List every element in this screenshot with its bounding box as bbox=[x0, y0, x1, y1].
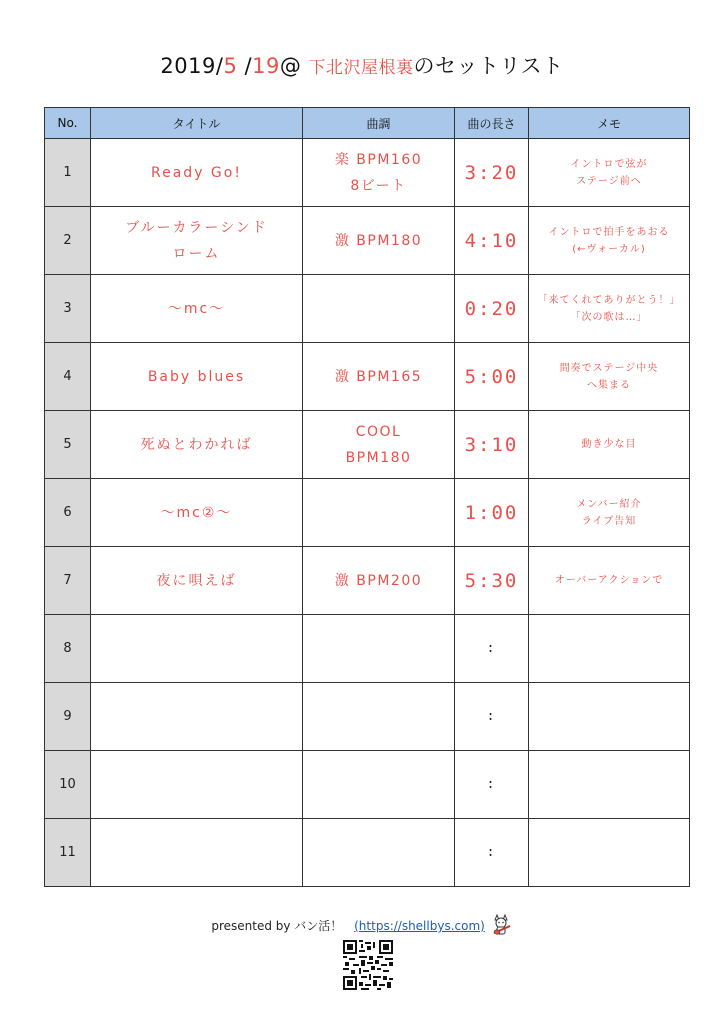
table-row bbox=[45, 207, 690, 275]
song-tone-cell bbox=[303, 479, 455, 547]
table-row bbox=[45, 139, 690, 207]
song-length-cell: : bbox=[455, 615, 529, 683]
title-date-prefix: 2019/ bbox=[160, 54, 224, 78]
column-header-tone: 曲調 bbox=[303, 108, 455, 139]
title-at: @ bbox=[279, 54, 309, 78]
song-tone-cell: 楽 BPM160 8ビート bbox=[303, 139, 455, 207]
song-length-cell: 1:00 bbox=[455, 479, 529, 547]
table-row bbox=[45, 819, 690, 887]
title-suffix: のセットリスト bbox=[413, 54, 564, 78]
song-length-cell: 3:10 bbox=[455, 411, 529, 479]
page-title bbox=[0, 50, 724, 80]
song-title-cell: 死ぬとわかれば bbox=[91, 411, 303, 479]
song-title-cell: Ready Go! bbox=[91, 139, 303, 207]
column-header-title: タイトル bbox=[91, 108, 303, 139]
song-length-cell: : bbox=[455, 751, 529, 819]
row-number-cell: 7 bbox=[45, 547, 91, 615]
song-length-cell: 5:30 bbox=[455, 547, 529, 615]
song-tone-cell: COOL BPM180 bbox=[303, 411, 455, 479]
song-tone-cell: 激 BPM200 bbox=[303, 547, 455, 615]
title-day: 19 bbox=[252, 54, 280, 78]
song-title-cell: Baby blues bbox=[91, 343, 303, 411]
song-length-cell: 5:00 bbox=[455, 343, 529, 411]
row-number-cell: 3 bbox=[45, 275, 91, 343]
memo-cell bbox=[529, 615, 690, 683]
column-header-memo: メモ bbox=[529, 108, 690, 139]
table-row bbox=[45, 479, 690, 547]
table-row bbox=[45, 275, 690, 343]
memo-cell: 間奏でステージ中央 へ集まる bbox=[529, 343, 690, 411]
row-number-cell: 8 bbox=[45, 615, 91, 683]
song-title-cell bbox=[91, 683, 303, 751]
table-row bbox=[45, 615, 690, 683]
table-row bbox=[45, 411, 690, 479]
qr-code-icon bbox=[343, 940, 393, 990]
song-title-cell bbox=[91, 615, 303, 683]
footer-link[interactable]: (https://shellbys.com) bbox=[354, 919, 485, 933]
row-number-cell: 2 bbox=[45, 207, 91, 275]
memo-cell bbox=[529, 819, 690, 887]
song-title-cell: 〜mc〜 bbox=[91, 275, 303, 343]
row-number-cell: 11 bbox=[45, 819, 91, 887]
title-month: 5 bbox=[223, 54, 238, 78]
table-header-row bbox=[45, 108, 690, 139]
table-row bbox=[45, 683, 690, 751]
song-length-cell: 4:10 bbox=[455, 207, 529, 275]
song-tone-cell bbox=[303, 683, 455, 751]
footer bbox=[0, 912, 724, 941]
song-title-cell bbox=[91, 819, 303, 887]
song-title-cell: 夜に唄えば bbox=[91, 547, 303, 615]
row-number-cell: 10 bbox=[45, 751, 91, 819]
table-row bbox=[45, 751, 690, 819]
row-number-cell: 4 bbox=[45, 343, 91, 411]
memo-cell: イントロで弦が ステージ前へ bbox=[529, 139, 690, 207]
song-tone-cell: 激 BPM165 bbox=[303, 343, 455, 411]
memo-cell bbox=[529, 683, 690, 751]
song-tone-cell bbox=[303, 751, 455, 819]
column-header-no: No. bbox=[45, 108, 91, 139]
setlist-table bbox=[44, 107, 690, 887]
song-tone-cell bbox=[303, 615, 455, 683]
song-tone-cell bbox=[303, 275, 455, 343]
memo-cell: イントロで拍手をあおる (←ヴォーカル) bbox=[529, 207, 690, 275]
footer-credit: presented by バン活！ bbox=[211, 919, 343, 933]
row-number-cell: 1 bbox=[45, 139, 91, 207]
song-length-cell: 0:20 bbox=[455, 275, 529, 343]
song-tone-cell bbox=[303, 819, 455, 887]
memo-cell: 「来てくれてありがとう！」 「次の歌は…」 bbox=[529, 275, 690, 343]
table-row bbox=[45, 547, 690, 615]
memo-cell: メンバー紹介 ライブ告知 bbox=[529, 479, 690, 547]
title-venue: 下北沢屋根裏 bbox=[308, 58, 414, 78]
row-number-cell: 6 bbox=[45, 479, 91, 547]
song-length-cell: : bbox=[455, 819, 529, 887]
song-title-cell: 〜mc②〜 bbox=[91, 479, 303, 547]
title-slash: / bbox=[237, 54, 253, 78]
table-row bbox=[45, 343, 690, 411]
row-number-cell: 9 bbox=[45, 683, 91, 751]
column-header-length: 曲の長さ bbox=[455, 108, 529, 139]
song-length-cell: : bbox=[455, 683, 529, 751]
song-length-cell: 3:20 bbox=[455, 139, 529, 207]
row-number-cell: 5 bbox=[45, 411, 91, 479]
song-title-cell bbox=[91, 751, 303, 819]
memo-cell bbox=[529, 751, 690, 819]
song-tone-cell: 激 BPM180 bbox=[303, 207, 455, 275]
memo-cell: 動き少な目 bbox=[529, 411, 690, 479]
memo-cell: オーバーアクションで bbox=[529, 547, 690, 615]
song-title-cell: ブルーカラーシンド ローム bbox=[91, 207, 303, 275]
guitar-cat-mascot-icon bbox=[491, 912, 513, 941]
